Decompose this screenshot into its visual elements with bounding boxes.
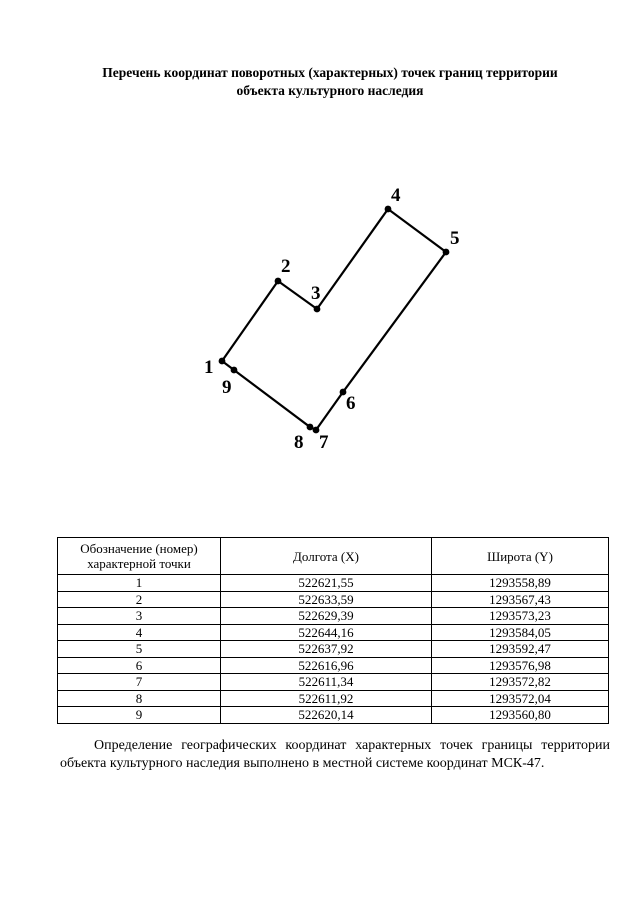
cell-point: 6	[58, 657, 221, 674]
point-label-5: 5	[450, 228, 460, 249]
point-marker-2	[275, 278, 282, 285]
cell-latitude: 1293576,98	[432, 657, 609, 674]
cell-point: 1	[58, 575, 221, 592]
point-marker-3	[314, 306, 321, 313]
boundary-scheme	[0, 170, 640, 470]
cell-point: 2	[58, 591, 221, 608]
point-label-9: 9	[222, 377, 232, 398]
header-point-number: Обозначение (номер) характерной точки	[58, 538, 221, 575]
point-marker-1	[219, 358, 226, 365]
table-row	[58, 707, 609, 724]
cell-point: 7	[58, 674, 221, 691]
header-latitude: Широта (Y)	[432, 538, 609, 575]
table-row	[58, 591, 609, 608]
table-row	[58, 608, 609, 625]
point-marker-8	[307, 424, 314, 431]
point-label-3: 3	[311, 283, 321, 304]
cell-longitude: 522621,55	[221, 575, 432, 592]
point-label-4: 4	[391, 185, 401, 206]
point-label-2: 2	[281, 256, 291, 277]
cell-point: 9	[58, 707, 221, 724]
point-label-7: 7	[319, 432, 329, 453]
table-row	[58, 690, 609, 707]
table-row	[58, 624, 609, 641]
cell-longitude: 522637,92	[221, 641, 432, 658]
cell-latitude: 1293572,04	[432, 690, 609, 707]
cell-longitude: 522611,34	[221, 674, 432, 691]
point-marker-9	[231, 367, 238, 374]
title-line-2: объекта культурного наследия	[236, 83, 424, 98]
coordinates-table	[57, 537, 609, 724]
point-label-1: 1	[204, 357, 214, 378]
point-label-8: 8	[294, 432, 304, 453]
cell-longitude: 522620,14	[221, 707, 432, 724]
cell-latitude: 1293558,89	[432, 575, 609, 592]
cell-latitude: 1293560,80	[432, 707, 609, 724]
point-marker-5	[443, 249, 450, 256]
document-title	[60, 64, 600, 100]
cell-point: 3	[58, 608, 221, 625]
cell-longitude: 522616,96	[221, 657, 432, 674]
cell-point: 4	[58, 624, 221, 641]
table-header-row	[58, 538, 609, 575]
point-marker-4	[385, 206, 392, 213]
cell-longitude: 522644,16	[221, 624, 432, 641]
cell-point: 5	[58, 641, 221, 658]
table-row	[58, 641, 609, 658]
cell-latitude: 1293592,47	[432, 641, 609, 658]
cell-longitude: 522629,39	[221, 608, 432, 625]
cell-longitude: 522633,59	[221, 591, 432, 608]
cell-point: 8	[58, 690, 221, 707]
boundary-outline	[222, 209, 446, 430]
point-label-6: 6	[346, 393, 356, 414]
table-row	[58, 575, 609, 592]
cell-latitude: 1293572,82	[432, 674, 609, 691]
cell-longitude: 522611,92	[221, 690, 432, 707]
cell-latitude: 1293584,05	[432, 624, 609, 641]
header-longitude: Долгота (X)	[221, 538, 432, 575]
coordinate-system-note: Определение географических координат характерных точек границы территории объекта культурного наследия выполнено в местной системе координат МСК-47.	[60, 738, 610, 771]
cell-latitude: 1293567,43	[432, 591, 609, 608]
title-line-1: Перечень координат поворотных (характерных) точек границ территории	[102, 65, 558, 80]
table-row	[58, 674, 609, 691]
table-row	[58, 657, 609, 674]
cell-latitude: 1293573,23	[432, 608, 609, 625]
